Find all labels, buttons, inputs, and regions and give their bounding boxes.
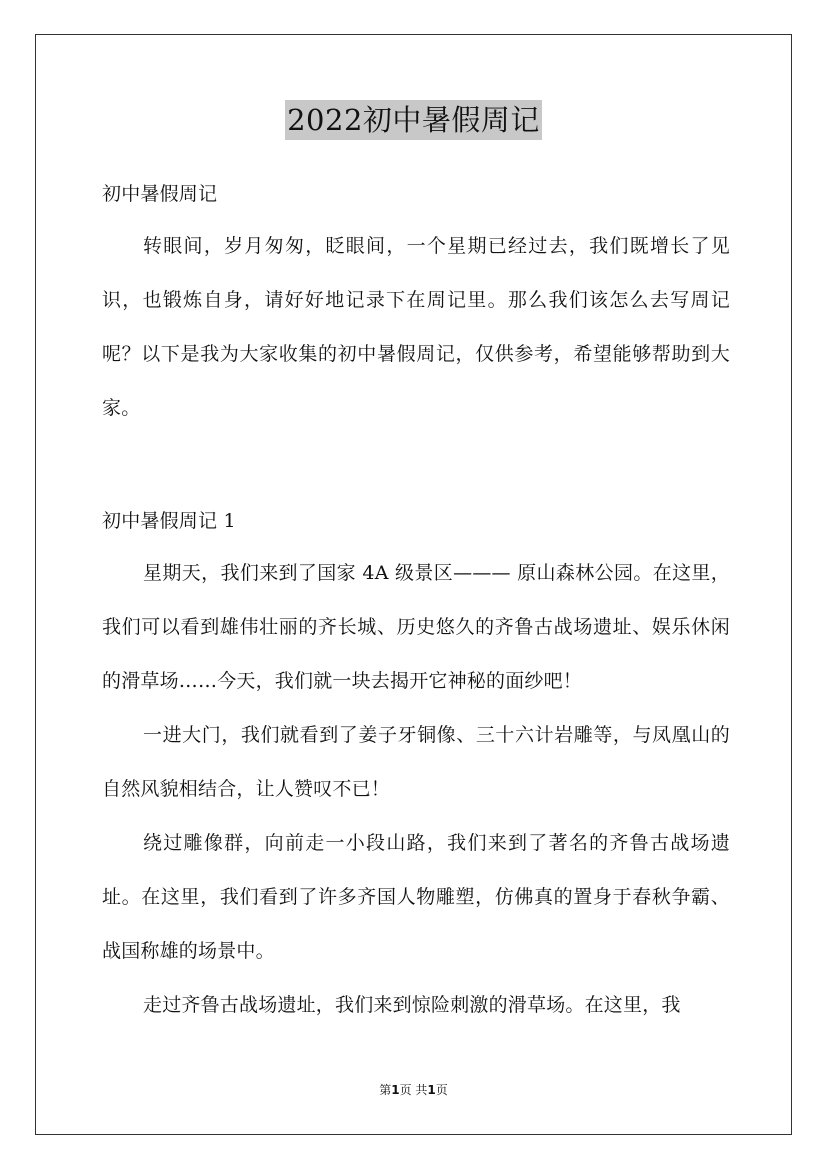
page-footer	[0, 1082, 827, 1098]
intro-paragraph: 转眼间，岁月匆匆，眨眼间，一个星期已经过去，我们既增长了见识，也锻炼自身，请好好地记录下在周记里。那么我们该怎么去写周记呢？以下是我为大家收集的初中暑假周记，仅供参考，希望能够帮助到大家。	[102, 235, 730, 419]
body-paragraph: 走过齐鲁古战场遗址，我们来到惊险刺激的滑草场。在这里，我	[143, 994, 681, 1016]
footer-suffix: 页	[435, 1083, 448, 1097]
document-title: 2022初中暑假周记	[285, 100, 542, 140]
title-container	[0, 100, 827, 140]
body-paragraph: 星期天，我们来到了国家 4A 级景区——— 原山森林公园。在这里，我们可以看到雄伟壮丽的齐长城、历史悠久的齐鲁古战场遗址、娱乐休闲的滑草场……今天，我们就一块去揭开它神秘的面纱吧！	[102, 562, 730, 692]
section-heading: 初中暑假周记	[102, 183, 218, 205]
body-paragraph: 一进大门，我们就看到了姜子牙铜像、三十六计岩雕等，与凤凰山的自然风貌相结合，让人赞叹不已！	[102, 724, 730, 800]
page-number: 1	[391, 1083, 400, 1097]
body-paragraph: 绕过雕像群，向前走一小段山路，我们来到了著名的齐鲁古战场遗址。在这里，我们看到了许多齐国人物雕塑，仿佛真的置身于春秋争霸、战国称雄的场景中。	[102, 832, 730, 962]
page-total: 1	[427, 1083, 436, 1097]
footer-mid: 页 共	[399, 1083, 428, 1097]
section-heading: 初中暑假周记 1	[102, 510, 236, 532]
footer-prefix: 第	[379, 1083, 392, 1097]
